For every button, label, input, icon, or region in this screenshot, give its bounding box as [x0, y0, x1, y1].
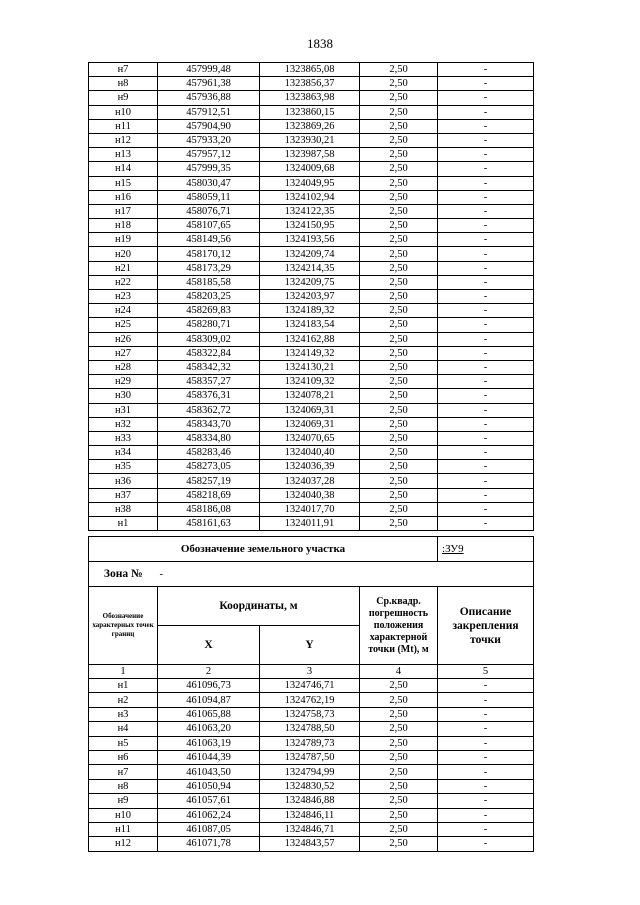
coord-x: 458269,83: [158, 304, 260, 318]
point-id: н8: [89, 77, 158, 91]
coord-y: 1324209,75: [260, 275, 360, 289]
point-id: н15: [89, 176, 158, 190]
zone-label: Зона №: [89, 562, 158, 587]
coord-x: 458185,58: [158, 275, 260, 289]
column-number: 3: [260, 665, 360, 679]
coord-x: 458280,71: [158, 318, 260, 332]
coord-x: 458186,08: [158, 502, 260, 516]
coord-x: 458203,25: [158, 290, 260, 304]
fixing-description: -: [438, 360, 534, 374]
fixing-description: -: [438, 707, 534, 721]
fixing-description: -: [438, 119, 534, 133]
table-row: [89, 779, 534, 793]
table-row: [89, 332, 534, 346]
fixing-description: -: [438, 219, 534, 233]
point-id: н25: [89, 318, 158, 332]
fixing-description: -: [438, 693, 534, 707]
error-value: 2,50: [360, 707, 438, 721]
fixing-description: -: [438, 77, 534, 91]
fixing-description: -: [438, 837, 534, 851]
coord-x: 457936,88: [158, 91, 260, 105]
coordinates-table-continued: [88, 62, 534, 531]
page-number: 1838: [307, 36, 333, 51]
coord-y: 1323930,21: [260, 133, 360, 147]
error-value: 2,50: [360, 375, 438, 389]
table-row: [89, 808, 534, 822]
table-row: [89, 91, 534, 105]
fixing-description: -: [438, 318, 534, 332]
coord-x: 458322,84: [158, 346, 260, 360]
coord-x: 461043,50: [158, 765, 260, 779]
error-value: 2,50: [360, 446, 438, 460]
column-number: 4: [360, 665, 438, 679]
coord-y: 1324037,28: [260, 474, 360, 488]
fixing-description: -: [438, 488, 534, 502]
fixing-description: -: [438, 389, 534, 403]
coord-y: 1324830,52: [260, 779, 360, 793]
coord-x: 458334,80: [158, 431, 260, 445]
error-value: 2,50: [360, 332, 438, 346]
point-id: н1: [89, 517, 158, 531]
fixing-description: -: [438, 502, 534, 516]
coord-y: 1324109,32: [260, 375, 360, 389]
header-row: [89, 587, 534, 626]
fixing-description: -: [438, 290, 534, 304]
fixing-description: -: [438, 275, 534, 289]
coord-y: 1324017,70: [260, 502, 360, 516]
point-id: н7: [89, 765, 158, 779]
point-id: н10: [89, 808, 158, 822]
point-id: н6: [89, 750, 158, 764]
column-numbers-row: [89, 665, 534, 679]
point-id: н27: [89, 346, 158, 360]
coord-y: 1324078,21: [260, 389, 360, 403]
error-value: 2,50: [360, 148, 438, 162]
coord-y: 1324789,73: [260, 736, 360, 750]
table-row: [89, 693, 534, 707]
fixing-description: -: [438, 750, 534, 764]
table-row: [89, 375, 534, 389]
table-row: [89, 360, 534, 374]
error-value: 2,50: [360, 190, 438, 204]
table-row: [89, 837, 534, 851]
error-value: 2,50: [360, 403, 438, 417]
coord-y: 1324070,65: [260, 431, 360, 445]
table-row: [89, 389, 534, 403]
table-row: [89, 105, 534, 119]
coord-x: 457999,35: [158, 162, 260, 176]
point-id: н38: [89, 502, 158, 516]
fixing-description: -: [438, 794, 534, 808]
column-number: 2: [158, 665, 260, 679]
table-row: [89, 162, 534, 176]
point-id: н37: [89, 488, 158, 502]
header-y: Y: [260, 626, 360, 665]
error-value: 2,50: [360, 162, 438, 176]
point-id: н7: [89, 63, 158, 77]
table-row: [89, 417, 534, 431]
coord-x: 458343,70: [158, 417, 260, 431]
fixing-description: -: [438, 105, 534, 119]
point-id: н1: [89, 679, 158, 693]
point-id: н8: [89, 779, 158, 793]
coord-x: 458059,11: [158, 190, 260, 204]
table-row: [89, 148, 534, 162]
coord-x: 458309,02: [158, 332, 260, 346]
coord-x: 457904,90: [158, 119, 260, 133]
coord-y: 1324209,74: [260, 247, 360, 261]
table-row: [89, 750, 534, 764]
error-value: 2,50: [360, 837, 438, 851]
table-row: [89, 794, 534, 808]
point-id: н21: [89, 261, 158, 275]
error-value: 2,50: [360, 765, 438, 779]
coord-x: 461063,20: [158, 722, 260, 736]
error-value: 2,50: [360, 91, 438, 105]
fixing-description: -: [438, 722, 534, 736]
fixing-description: -: [438, 261, 534, 275]
table-row: [89, 233, 534, 247]
fixing-description: -: [438, 474, 534, 488]
fixing-description: -: [438, 808, 534, 822]
error-value: 2,50: [360, 290, 438, 304]
point-id: н16: [89, 190, 158, 204]
coord-x: 458076,71: [158, 204, 260, 218]
land-plot-row: [89, 537, 534, 562]
coord-x: 461050,94: [158, 779, 260, 793]
error-value: 2,50: [360, 275, 438, 289]
coord-y: 1324788,50: [260, 722, 360, 736]
coord-y: 1324130,21: [260, 360, 360, 374]
coord-y: 1323865,08: [260, 63, 360, 77]
coord-x: 457933,20: [158, 133, 260, 147]
coord-x: 461065,88: [158, 707, 260, 721]
coord-x: 461087,05: [158, 822, 260, 836]
coord-y: 1324846,71: [260, 822, 360, 836]
coord-y: 1324122,35: [260, 204, 360, 218]
coord-y: 1324162,88: [260, 332, 360, 346]
coord-y: 1324040,38: [260, 488, 360, 502]
error-value: 2,50: [360, 204, 438, 218]
error-value: 2,50: [360, 176, 438, 190]
coord-y: 1324214,35: [260, 261, 360, 275]
table-row: [89, 431, 534, 445]
coord-x: 461044,39: [158, 750, 260, 764]
coord-x: 458257,19: [158, 474, 260, 488]
coord-x: 461057,61: [158, 794, 260, 808]
coord-y: 1324069,31: [260, 417, 360, 431]
table-row: [89, 119, 534, 133]
header-x: X: [158, 626, 260, 665]
coord-y: 1324758,73: [260, 707, 360, 721]
error-value: 2,50: [360, 63, 438, 77]
table-row: [89, 488, 534, 502]
table-row: [89, 707, 534, 721]
coordinates-table-body: [89, 63, 534, 531]
point-id: н17: [89, 204, 158, 218]
point-id: н28: [89, 360, 158, 374]
land-plot-table-body: [89, 679, 534, 852]
land-plot-label: Обозначение земельного участка: [89, 537, 438, 562]
coord-y: 1323856,37: [260, 77, 360, 91]
table-row: [89, 403, 534, 417]
error-value: 2,50: [360, 389, 438, 403]
coord-x: 457957,12: [158, 148, 260, 162]
coord-y: 1324102,94: [260, 190, 360, 204]
fixing-description: -: [438, 176, 534, 190]
table-row: [89, 318, 534, 332]
point-id: н26: [89, 332, 158, 346]
error-value: 2,50: [360, 736, 438, 750]
coord-y: 1324203,97: [260, 290, 360, 304]
coord-x: 458342,32: [158, 360, 260, 374]
error-value: 2,50: [360, 219, 438, 233]
coord-y: 1324746,71: [260, 679, 360, 693]
error-value: 2,50: [360, 460, 438, 474]
coord-y: 1323860,15: [260, 105, 360, 119]
table-row: [89, 290, 534, 304]
point-id: н12: [89, 837, 158, 851]
table-row: [89, 204, 534, 218]
coord-x: 458173,29: [158, 261, 260, 275]
point-id: н9: [89, 794, 158, 808]
table-row: [89, 219, 534, 233]
fixing-description: -: [438, 403, 534, 417]
fixing-description: -: [438, 736, 534, 750]
table-row: [89, 679, 534, 693]
error-value: 2,50: [360, 360, 438, 374]
fixing-description: -: [438, 63, 534, 77]
point-id: н30: [89, 389, 158, 403]
error-value: 2,50: [360, 722, 438, 736]
coord-y: 1324846,11: [260, 808, 360, 822]
table-row: [89, 474, 534, 488]
error-value: 2,50: [360, 133, 438, 147]
coord-y: 1324794,99: [260, 765, 360, 779]
point-id: н4: [89, 722, 158, 736]
coord-y: 1324189,32: [260, 304, 360, 318]
error-value: 2,50: [360, 779, 438, 793]
fixing-description: -: [438, 190, 534, 204]
coord-x: 458376,31: [158, 389, 260, 403]
fixing-description: -: [438, 332, 534, 346]
coord-x: 457961,38: [158, 77, 260, 91]
coord-y: 1324036,39: [260, 460, 360, 474]
point-id: н2: [89, 693, 158, 707]
coord-x: 458218,69: [158, 488, 260, 502]
error-value: 2,50: [360, 474, 438, 488]
error-value: 2,50: [360, 822, 438, 836]
table-row: [89, 77, 534, 91]
point-id: н9: [89, 91, 158, 105]
coord-y: 1324069,31: [260, 403, 360, 417]
table-row: [89, 517, 534, 531]
error-value: 2,50: [360, 233, 438, 247]
fixing-description: -: [438, 417, 534, 431]
fixing-description: -: [438, 375, 534, 389]
zone-value: -: [158, 562, 534, 587]
coord-y: 1324150,95: [260, 219, 360, 233]
point-id: н14: [89, 162, 158, 176]
coord-y: 1324193,56: [260, 233, 360, 247]
point-id: н10: [89, 105, 158, 119]
error-value: 2,50: [360, 346, 438, 360]
fixing-description: -: [438, 304, 534, 318]
fixing-description: -: [438, 233, 534, 247]
fixing-description: -: [438, 460, 534, 474]
coord-x: 458362,72: [158, 403, 260, 417]
header-description: Описание закрепления точки: [438, 587, 534, 665]
table-row: [89, 765, 534, 779]
coord-x: 461062,24: [158, 808, 260, 822]
error-value: 2,50: [360, 77, 438, 91]
coord-x: 457999,48: [158, 63, 260, 77]
error-value: 2,50: [360, 119, 438, 133]
error-value: 2,50: [360, 517, 438, 531]
table-row: [89, 346, 534, 360]
point-id: н11: [89, 119, 158, 133]
coord-y: 1324843,57: [260, 837, 360, 851]
fixing-description: -: [438, 346, 534, 360]
table-row: [89, 247, 534, 261]
coord-x: 458357,27: [158, 375, 260, 389]
coord-y: 1324787,50: [260, 750, 360, 764]
fixing-description: -: [438, 162, 534, 176]
coord-x: 458149,56: [158, 233, 260, 247]
point-id: н13: [89, 148, 158, 162]
table-row: [89, 190, 534, 204]
table-row: [89, 460, 534, 474]
coord-y: 1323869,26: [260, 119, 360, 133]
error-value: 2,50: [360, 261, 438, 275]
coord-x: 458161,63: [158, 517, 260, 531]
point-id: н33: [89, 431, 158, 445]
coord-x: 461071,78: [158, 837, 260, 851]
point-id: н36: [89, 474, 158, 488]
header-error: Ср.квадр. погрешность положения характерной точки (Мt), м: [360, 587, 438, 665]
coord-y: 1324049,95: [260, 176, 360, 190]
point-id: н31: [89, 403, 158, 417]
fixing-description: -: [438, 679, 534, 693]
coord-y: 1324040,40: [260, 446, 360, 460]
point-id: н5: [89, 736, 158, 750]
point-id: н19: [89, 233, 158, 247]
point-id: н29: [89, 375, 158, 389]
point-id: н3: [89, 707, 158, 721]
table-row: [89, 304, 534, 318]
table-row: [89, 63, 534, 77]
error-value: 2,50: [360, 431, 438, 445]
error-value: 2,50: [360, 318, 438, 332]
point-id: н23: [89, 290, 158, 304]
point-id: н20: [89, 247, 158, 261]
error-value: 2,50: [360, 247, 438, 261]
table-row: [89, 446, 534, 460]
table-row: [89, 275, 534, 289]
coord-x: 458107,65: [158, 219, 260, 233]
error-value: 2,50: [360, 304, 438, 318]
coord-y: 1323863,98: [260, 91, 360, 105]
fixing-description: -: [438, 247, 534, 261]
error-value: 2,50: [360, 488, 438, 502]
coord-x: 458030,47: [158, 176, 260, 190]
point-id: н24: [89, 304, 158, 318]
error-value: 2,50: [360, 417, 438, 431]
coord-y: 1324149,32: [260, 346, 360, 360]
coord-x: 458273,05: [158, 460, 260, 474]
fixing-description: -: [438, 446, 534, 460]
coord-y: 1324846,88: [260, 794, 360, 808]
error-value: 2,50: [360, 105, 438, 119]
fixing-description: -: [438, 91, 534, 105]
column-number: 1: [89, 665, 158, 679]
coord-x: 457912,51: [158, 105, 260, 119]
zone-row: [89, 562, 534, 587]
fixing-description: -: [438, 204, 534, 218]
fixing-description: -: [438, 133, 534, 147]
table-row: [89, 722, 534, 736]
coord-y: 1324762,19: [260, 693, 360, 707]
point-id: н32: [89, 417, 158, 431]
coord-x: 461094,87: [158, 693, 260, 707]
header-coordinates: Координаты, м: [158, 587, 360, 626]
fixing-description: -: [438, 822, 534, 836]
fixing-description: -: [438, 779, 534, 793]
error-value: 2,50: [360, 679, 438, 693]
coord-x: 461096,73: [158, 679, 260, 693]
error-value: 2,50: [360, 808, 438, 822]
error-value: 2,50: [360, 502, 438, 516]
land-plot-value: :ЗУ9: [438, 537, 534, 562]
table-row: [89, 822, 534, 836]
coord-y: 1324011,91: [260, 517, 360, 531]
column-number: 5: [438, 665, 534, 679]
point-id: н12: [89, 133, 158, 147]
table-row: [89, 133, 534, 147]
error-value: 2,50: [360, 794, 438, 808]
point-id: н34: [89, 446, 158, 460]
fixing-description: -: [438, 431, 534, 445]
fixing-description: -: [438, 765, 534, 779]
point-id: н22: [89, 275, 158, 289]
table-row: [89, 261, 534, 275]
error-value: 2,50: [360, 750, 438, 764]
table-row: [89, 736, 534, 750]
fixing-description: -: [438, 517, 534, 531]
point-id: н18: [89, 219, 158, 233]
point-id: н11: [89, 822, 158, 836]
point-id: н35: [89, 460, 158, 474]
fixing-description: -: [438, 148, 534, 162]
coord-x: 458170,12: [158, 247, 260, 261]
land-plot-table: [88, 536, 534, 852]
coord-y: 1324183,54: [260, 318, 360, 332]
coord-y: 1323987,58: [260, 148, 360, 162]
coord-y: 1324009,68: [260, 162, 360, 176]
error-value: 2,50: [360, 693, 438, 707]
header-points: Обозначение характерных точек границ: [89, 587, 158, 665]
table-row: [89, 502, 534, 516]
table-row: [89, 176, 534, 190]
coord-x: 458283,46: [158, 446, 260, 460]
coord-x: 461063,19: [158, 736, 260, 750]
